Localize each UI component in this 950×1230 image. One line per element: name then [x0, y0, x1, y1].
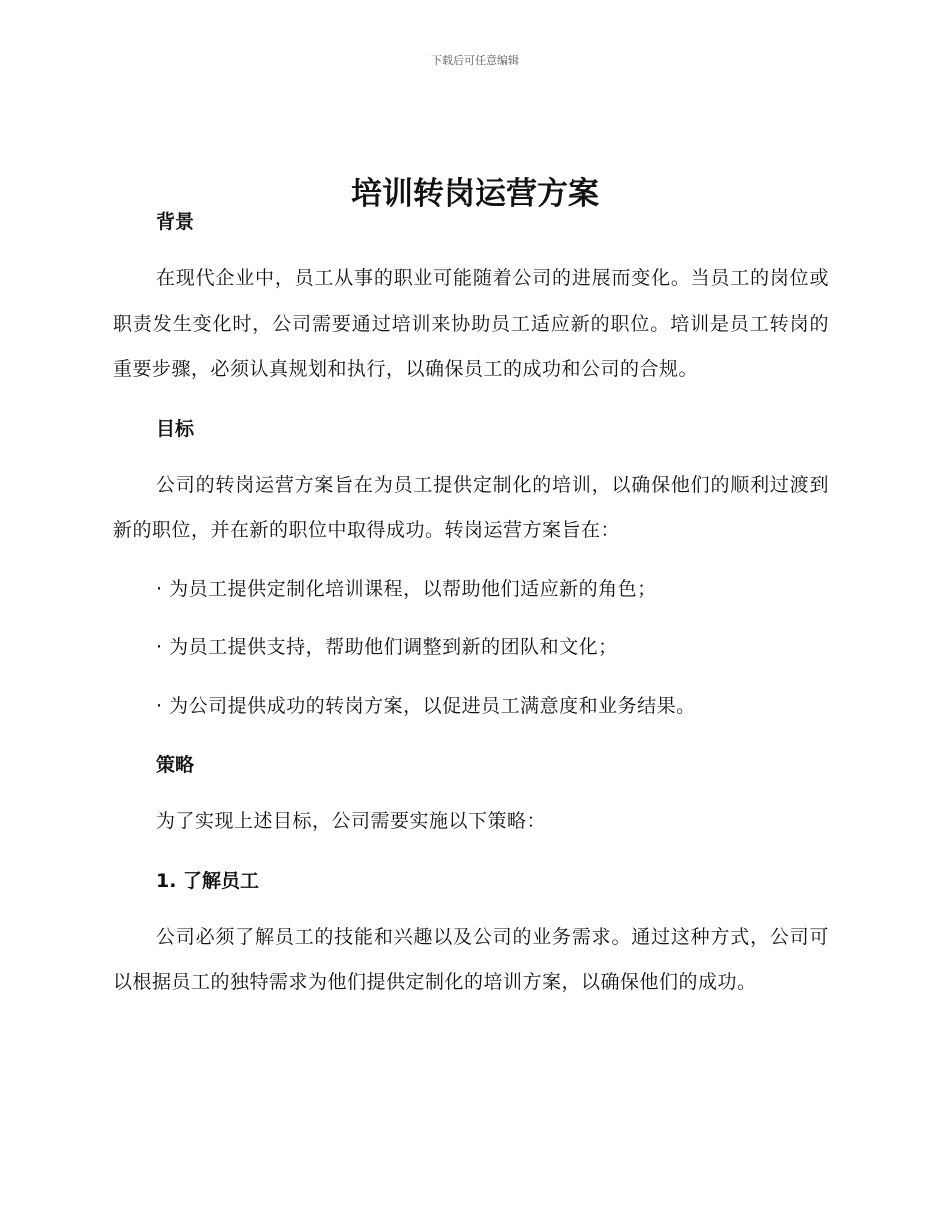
page-header-note: 下载后可任意编辑	[431, 54, 519, 67]
section-heading-goal: 目标	[156, 417, 195, 440]
section-heading-strategy: 策略	[156, 754, 195, 776]
document-body	[113, 199, 829, 1006]
bullet-item: · 为员工提供支持，帮助他们调整到新的团队和文化；	[156, 636, 618, 658]
paragraph-strategy-intro: 为了实现上述目标，公司需要实施以下策略：	[156, 810, 547, 832]
bullet-item: · 为员工提供定制化培训课程，以帮助他们适应新的角色；	[156, 577, 657, 600]
paragraph-background: 在现代企业中，员工从事的职业可能随着公司的进展而变化。当员工的岗位或职责发生变化时，公司需要通过培训来协助员工适应新的职位。培训是员工转岗的重要步骤，必须认真规划和执行，以确保员工的成功和公司的合规。	[113, 267, 829, 380]
paragraph-understand-employees: 公司必须了解员工的技能和兴趣以及公司的业务需求。通过这种方式，公司可以根据员工的独特需求为他们提供定制化的培训方案，以确保他们的成功。	[113, 925, 829, 993]
bullet-item: · 为公司提供成功的转岗方案，以促进员工满意度和业务结果。	[156, 694, 696, 717]
paragraph-goal: 公司的转岗运营方案旨在为员工提供定制化的培训，以确保他们的顺利过渡到新的职位，并在新的职位中取得成功。转岗运营方案旨在：	[113, 473, 829, 541]
document-title: 培训转岗运营方案	[351, 175, 599, 212]
subheading-understand-employees: 1. 了解员工	[156, 869, 260, 892]
section-heading-background: 背景	[156, 211, 195, 233]
